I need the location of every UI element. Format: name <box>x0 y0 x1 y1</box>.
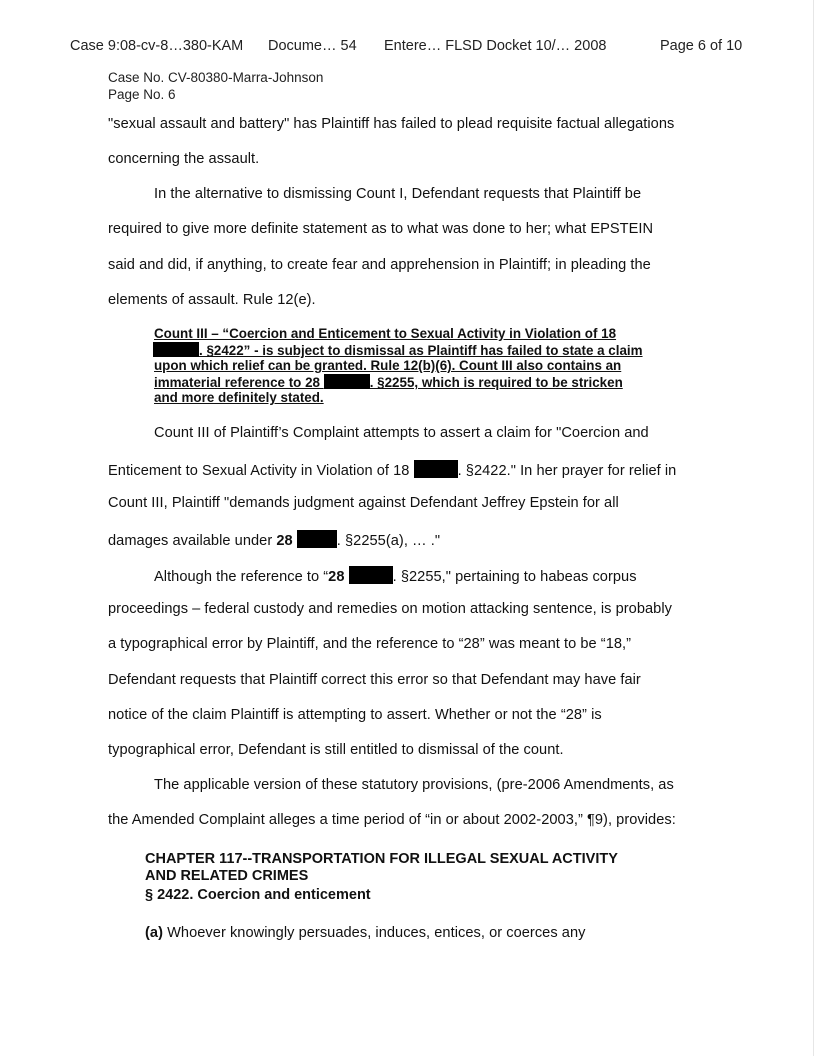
section-heading-line <box>154 374 623 391</box>
scan-edge-line <box>813 0 814 1056</box>
body-line: In the alternative to dismissing Count I, Defendant requests that Plaintiff be <box>154 186 642 202</box>
docket-entered: Entere… FLSD Docket 10/… 2008 <box>384 38 607 54</box>
body-line: required to give more definite statement as to what was done to her; what EPSTEIN <box>108 221 654 237</box>
heading-text: . §2255, which is required to be stricken <box>369 375 623 390</box>
redaction-block <box>324 374 370 389</box>
statute-text: Whoever knowingly persuades, induces, entices, or coerces any <box>163 925 586 941</box>
docket-page: Page 6 of 10 <box>660 38 743 54</box>
section-heading-line: upon which relief can be granted. Rule 12(b)(6). Count III also contains an <box>154 358 622 373</box>
body-line: The applicable version of these statutory provisions, (pre-2006 Amendments, as <box>154 777 674 793</box>
body-text: Enticement to Sexual Activity in Violation of 18 <box>108 463 410 479</box>
body-text: Although the reference to “ <box>154 569 329 585</box>
heading-text: immaterial reference to 28 <box>154 375 320 390</box>
body-line: said and did, if anything, to create fear and apprehension in Plaintiff; in pleading the <box>108 257 651 273</box>
body-line <box>154 566 637 585</box>
section-heading-line: Count III – “Coercion and Enticement to Sexual Activity in Violation of 18 <box>154 326 617 341</box>
body-line: concerning the assault. <box>108 151 260 167</box>
body-line <box>108 530 440 549</box>
redaction-block <box>349 566 393 584</box>
section-heading-line <box>154 342 643 359</box>
heading-text: . §2422” - is subject to dismissal as Plaintiff has failed to state a claim <box>199 343 643 358</box>
redaction-block <box>297 530 337 548</box>
body-text: . §2255(a), … ." <box>336 533 441 549</box>
docket-document-number: Docume… 54 <box>268 38 357 54</box>
body-line <box>108 460 676 479</box>
body-text: . §2255," pertaining to habeas corpus <box>392 569 637 585</box>
body-line: elements of assault. Rule 12(e). <box>108 292 316 308</box>
body-text-bold: 28 <box>276 533 293 549</box>
body-line: "sexual assault and battery" has Plaintiff has failed to plead requisite factual allegations <box>108 116 675 132</box>
redaction-block <box>414 460 458 478</box>
page-number: Page No. 6 <box>108 87 176 102</box>
statute-text-line <box>145 925 585 941</box>
body-text: . §2422." In her prayer for relief in <box>457 463 677 479</box>
body-line: Count III of Plaintiff’s Complaint attempts to assert a claim for "Coercion and <box>154 425 649 441</box>
case-number: Case No. CV-80380-Marra-Johnson <box>108 70 324 85</box>
body-line: typographical error, Defendant is still entitled to dismissal of the count. <box>108 742 564 758</box>
body-line: Count III, Plaintiff "demands judgment against Defendant Jeffrey Epstein for all <box>108 495 619 511</box>
body-line: notice of the claim Plaintiff is attempting to assert. Whether or not the “28” is <box>108 707 602 723</box>
section-heading-line: and more definitely stated. <box>154 390 324 405</box>
redaction-block <box>153 342 199 357</box>
docket-case-number: Case 9:08-cv-8…380-KAM <box>70 38 244 54</box>
statute-subsection-label: (a) <box>145 925 163 941</box>
body-line: proceedings – federal custody and remedies on motion attacking sentence, is probably <box>108 601 672 617</box>
body-text-bold: 28 <box>328 569 345 585</box>
statute-chapter-heading: CHAPTER 117--TRANSPORTATION FOR ILLEGAL SEXUAL ACTIVITY <box>145 851 618 867</box>
body-line: the Amended Complaint alleges a time period of “in or about 2002-2003,” ¶9), provides: <box>108 812 676 828</box>
statute-section-heading: § 2422. Coercion and enticement <box>145 887 371 903</box>
body-line: a typographical error by Plaintiff, and the reference to “28” was meant to be “18,” <box>108 636 632 652</box>
statute-chapter-heading: AND RELATED CRIMES <box>145 868 309 884</box>
body-text: damages available under <box>108 533 273 549</box>
body-line: Defendant requests that Plaintiff correct this error so that Defendant may have fair <box>108 672 641 688</box>
